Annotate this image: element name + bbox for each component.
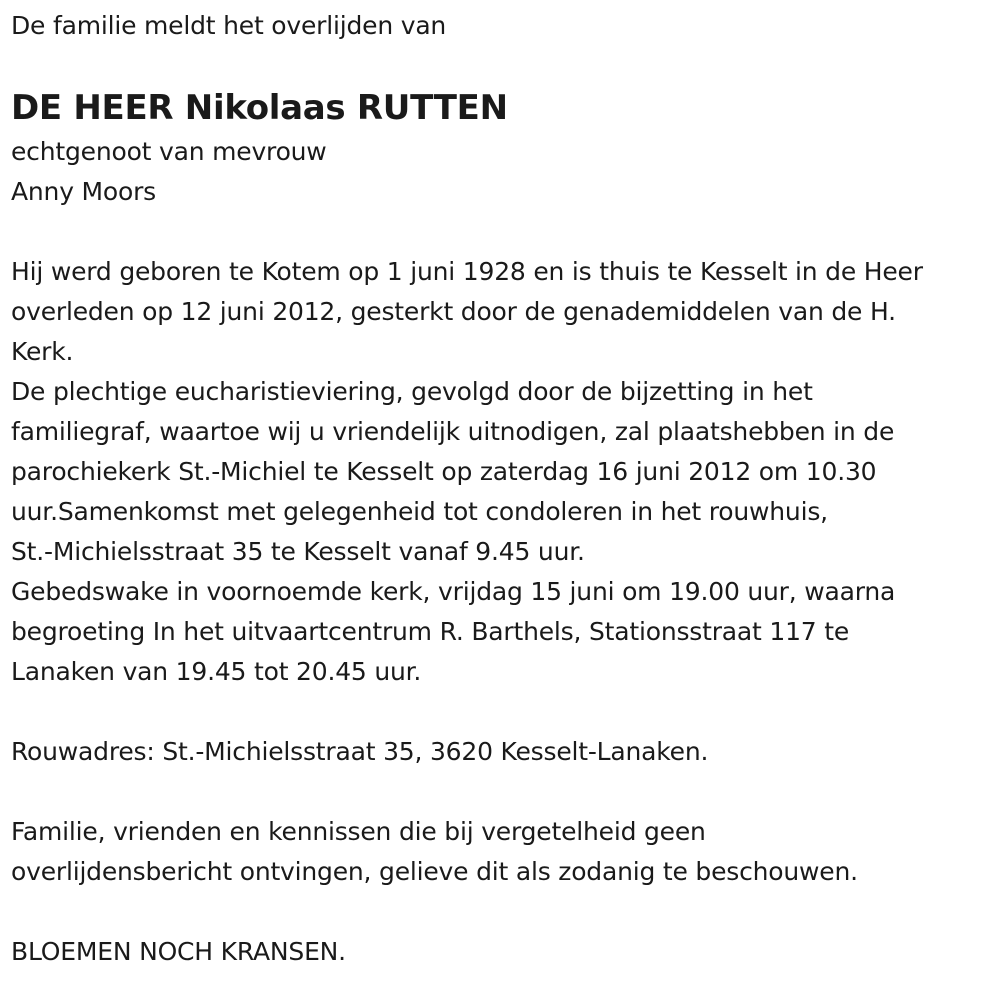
body-line: overleden op 12 juni 2012, gesterkt door de genademiddelen van de H. <box>11 297 896 326</box>
spouse-line: echtgenoot van mevrouw <box>11 137 327 166</box>
spouse-block <box>11 132 996 212</box>
body-line: Gebedswake in voornoemde kerk, vrijdag 15 juni om 19.00 uur, waarna <box>11 577 896 606</box>
obituary-notice <box>11 0 996 972</box>
request-paragraph <box>11 812 996 892</box>
mourning-address: Rouwadres: St.-Michielsstraat 35, 3620 Kesselt-Lanaken. <box>11 737 709 766</box>
intro-text: De familie meldt het overlijden van <box>11 11 447 40</box>
body-line: parochiekerk St.-Michiel te Kesselt op zaterdag 16 juni 2012 om 10.30 <box>11 457 877 486</box>
body-line: familiegraf, waartoe wij u vriendelijk uitnodigen, zal plaatshebben in de <box>11 417 895 446</box>
body-line: begroeting In het uitvaartcentrum R. Barthels, Stationsstraat 117 te <box>11 617 850 646</box>
body-line: De plechtige eucharistieviering, gevolgd door de bijzetting in het <box>11 377 813 406</box>
body-paragraph <box>11 252 996 692</box>
spacer <box>11 212 996 252</box>
body-line: Hij werd geboren te Kotem op 1 juni 1928 en is thuis te Kesselt in de Heer <box>11 257 923 286</box>
closing-line: BLOEMEN NOCH KRANSEN. <box>11 937 346 966</box>
spacer <box>11 892 996 932</box>
spacer <box>11 772 996 812</box>
spouse-line: Anny Moors <box>11 177 156 206</box>
body-line: Lanaken van 19.45 tot 20.45 uur. <box>11 657 422 686</box>
body-line: uur.Samenkomst met gelegenheid tot condoleren in het rouwhuis, <box>11 497 828 526</box>
request-line: Familie, vrienden en kennissen die bij vergetelheid geen <box>11 817 706 846</box>
request-line: overlijdensbericht ontvingen, gelieve dit als zodanig te beschouwen. <box>11 857 858 886</box>
spacer <box>11 692 996 732</box>
deceased-name: DE HEER Nikolaas RUTTEN <box>11 88 508 128</box>
body-line: St.-Michielsstraat 35 te Kesselt vanaf 9.45 uur. <box>11 537 585 566</box>
body-line: Kerk. <box>11 337 74 366</box>
